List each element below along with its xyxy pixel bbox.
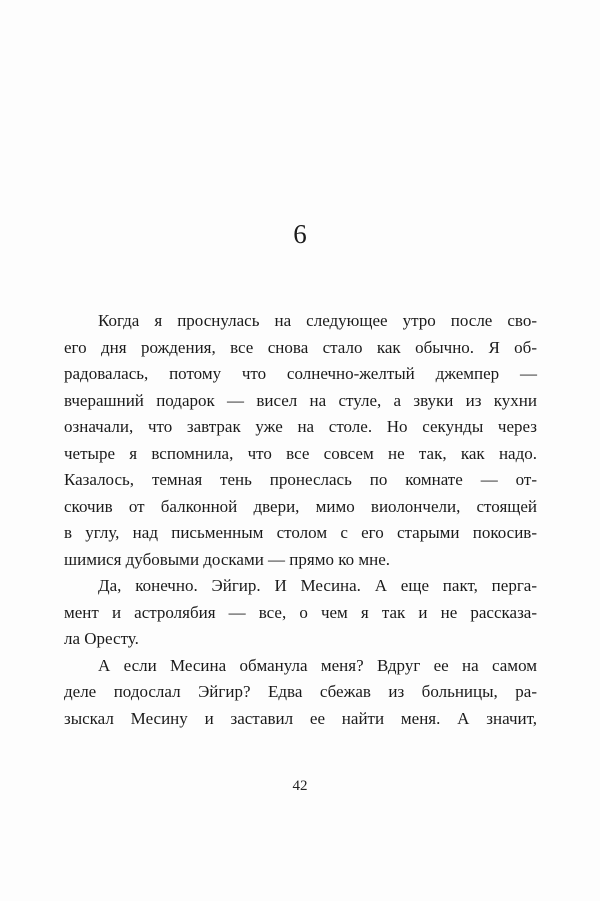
text-line: вчерашний подарок — висел на стуле, а звуки из кухни	[64, 390, 537, 410]
body-text	[64, 308, 537, 732]
chapter-number: 6	[293, 219, 307, 249]
page-number: 42	[292, 778, 308, 794]
text-line: А если Месина обманула меня? Вдруг ее на самом	[98, 655, 537, 675]
text-line: скочив от балконной двери, мимо виолончели, стоящей	[64, 496, 537, 516]
text-line: ла Оресту.	[64, 629, 139, 648]
text-line: зыскал Месину и заставил ее найти меня. А значит,	[64, 708, 537, 728]
text-line: означали, что завтрак уже на столе. Но секунды через	[64, 417, 537, 436]
text-line: его дня рождения, все снова стало как обычно. Я об-	[64, 337, 537, 357]
text-line: радовалась, потому что солнечно-желтый джемпер —	[64, 364, 537, 383]
text-line: шимися дубовыми досками — прямо ко мне.	[64, 549, 391, 569]
text-line: Казалось, темная тень пронеслась по комнате — от-	[64, 470, 537, 489]
text-line: мент и астролябия — все, о чем я так и не рассказа-	[64, 602, 537, 622]
text-line: Да, конечно. Эйгир. И Месина. А еще пакт, перга-	[98, 576, 537, 595]
text-line: Когда я проснулась на следующее утро после сво-	[98, 311, 537, 330]
text-line: деле подослал Эйгир? Едва сбежав из больницы, ра-	[64, 682, 537, 701]
text-line: в углу, над письменным столом с его старыми покосив-	[64, 523, 537, 542]
text-line: четыре я вспомнила, что все совсем не так, как надо.	[64, 443, 537, 463]
